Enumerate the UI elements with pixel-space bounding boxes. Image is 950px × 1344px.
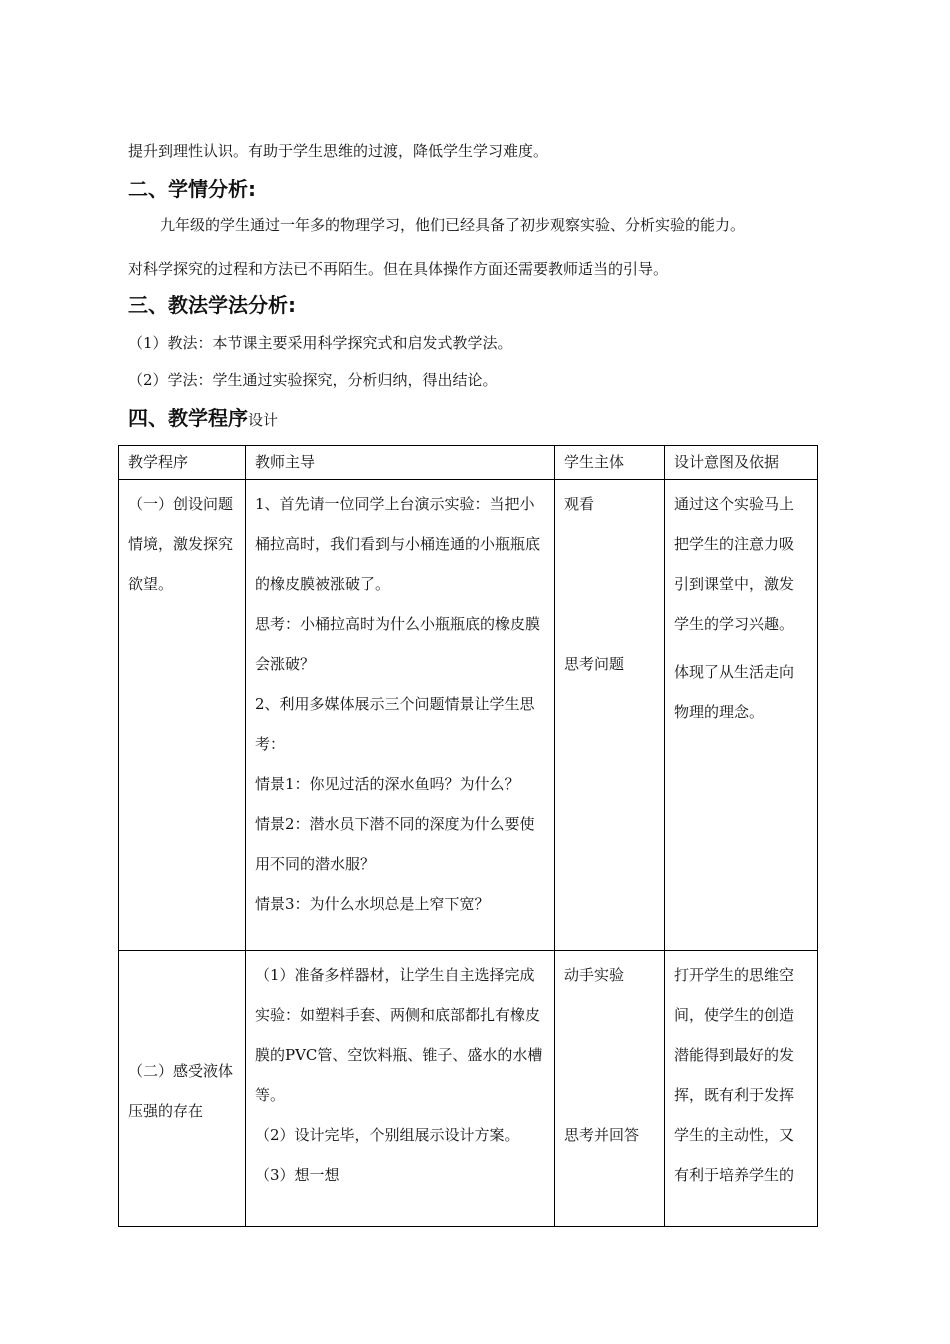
teaching-procedure-table	[118, 445, 818, 1227]
row1-intent-main: 通过这个实验马上把学生的注意力吸引到课堂中，激发学生的学习兴趣。	[674, 495, 795, 633]
row2-intent: 打开学生的思维空间，使学生的创造潜能得到最好的发挥，既有利于发挥学生的主动性，又有利于培养学生的	[665, 951, 818, 1227]
section4-title: 四、教学程序	[128, 406, 248, 430]
row2-student-answer: 思考并回答	[564, 1126, 640, 1144]
row1-intent-cell	[665, 480, 818, 951]
row2-teacher-step3: （3）想一想	[255, 1166, 340, 1184]
row2-student-experiment: 动手实验	[564, 966, 625, 984]
header-procedure: 教学程序	[119, 446, 246, 480]
intro-tail-text: 提升到理性认识。有助于学生思维的过渡，降低学生学习难度。	[128, 142, 549, 160]
row1-teacher-scene2: 情景2：潜水员下潜不同的深度为什么要使用不同的潜水服？	[255, 815, 535, 873]
row2-teacher-step2: （2）设计完毕，个别组展示设计方案。	[255, 1126, 520, 1144]
table-row	[119, 951, 818, 1227]
header-teacher-lead: 教师主导	[246, 446, 555, 480]
section2-paragraph-line2: 对科学探究的过程和方法已不再陌生。但在具体操作方面还需要教师适当的引导。	[128, 260, 669, 278]
row1-teacher-scene3: 情景3：为什么水坝总是上窄下宽？	[255, 895, 490, 913]
row1-teacher-step1: 1、首先请一位同学上台演示实验：当把小桶拉高时，我们看到与小桶连通的小瓶瓶底的橡皮膜被涨破了。	[255, 495, 541, 593]
table-row	[119, 480, 818, 951]
row1-teacher-scene1: 情景1：你见过活的深水鱼吗？为什么？	[255, 775, 520, 793]
row1-teacher-cell	[246, 480, 555, 951]
section3-item-learning-method: （2）学法：学生通过实验探究，分析归纳，得出结论。	[128, 371, 498, 389]
section2-heading: 二、学情分析:	[128, 177, 256, 201]
row2-teacher-step1: （1）准备多样器材，让学生自主选择完成实验：如塑料手套、两侧和底部都扎有橡皮膜的PVC管、空饮料瓶、锥子、盛水的水槽等。	[255, 966, 543, 1104]
section3-item-teaching-method: （1）教法：本节课主要采用科学探究式和启发式教学法。	[128, 334, 513, 352]
row1-student-cell	[555, 480, 665, 951]
section4-title-suffix: 设计	[248, 411, 279, 429]
row1-teacher-step2: 2、利用多媒体展示三个问题情景让学生思考：	[255, 695, 535, 753]
section4-heading	[128, 405, 278, 433]
row1-student-think: 思考问题	[564, 655, 625, 673]
row2-teacher-cell	[246, 951, 555, 1227]
row1-student-observe: 观看	[564, 495, 595, 513]
row1-teacher-think: 思考：小桶拉高时为什么小瓶瓶底的橡皮膜会涨破？	[255, 615, 541, 673]
section2-paragraph-line1: 九年级的学生通过一年多的物理学习，他们已经具备了初步观察实验、分析实验的能力。	[160, 216, 746, 234]
row2-stage: （二）感受液体压强的存在	[119, 951, 246, 1227]
table-header-row	[119, 446, 818, 480]
row1-intent-life: 体现了从生活走向物理的理念。	[674, 663, 795, 721]
row2-student-cell	[555, 951, 665, 1227]
header-design-intent: 设计意图及依据	[665, 446, 818, 480]
header-student-role: 学生主体	[555, 446, 665, 480]
row1-stage: （一）创设问题情境，激发探究欲望。	[119, 480, 246, 951]
section3-heading: 三、教法学法分析:	[128, 293, 296, 317]
